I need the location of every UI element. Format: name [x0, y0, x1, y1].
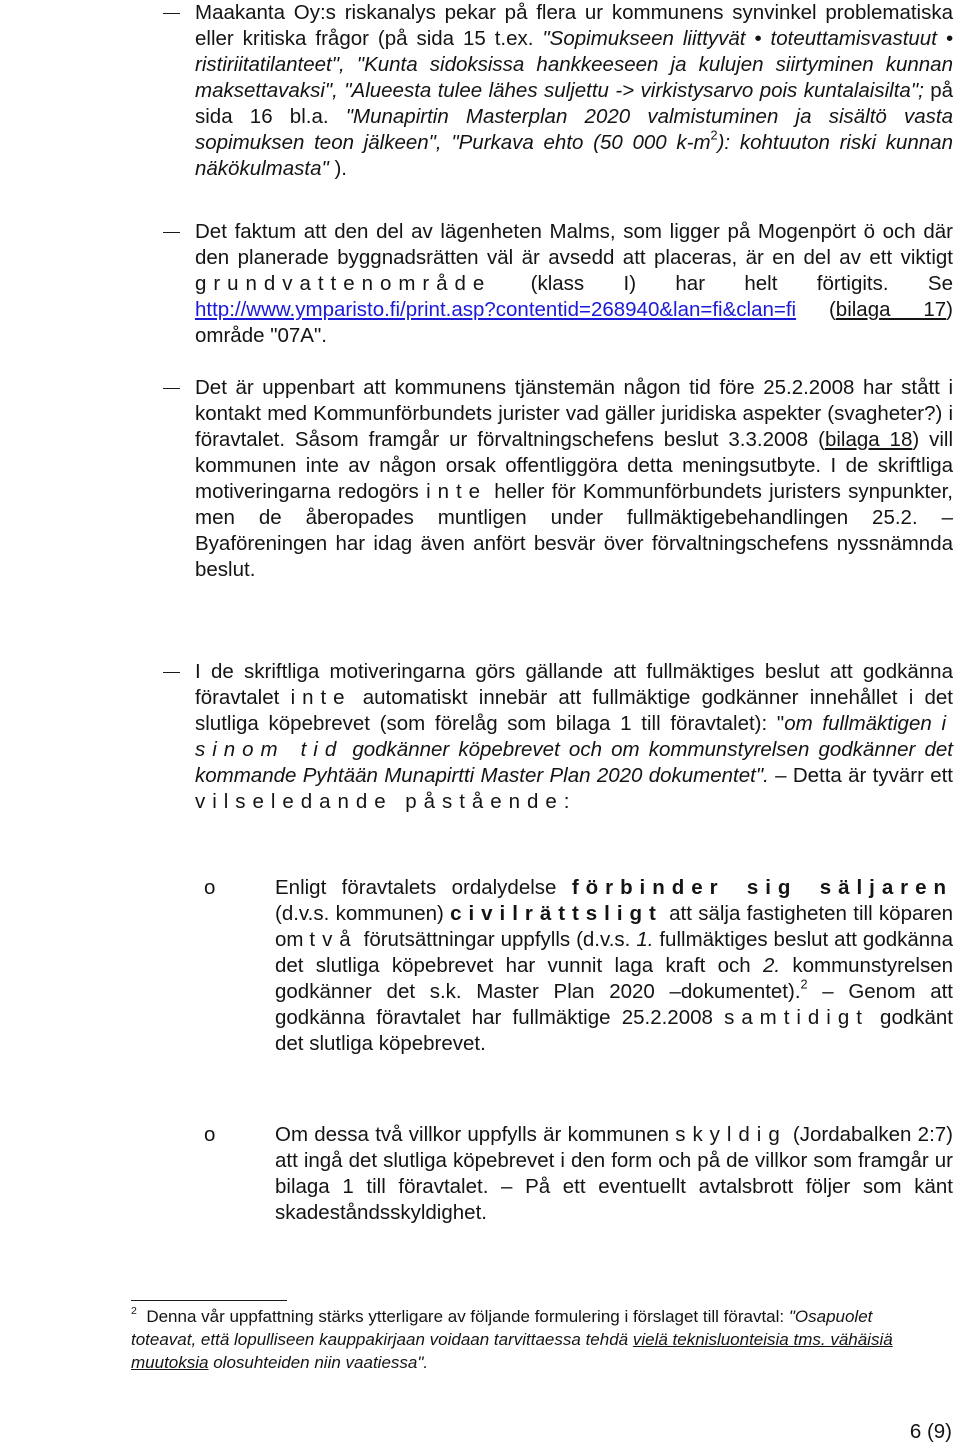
footnote-text [131, 1305, 941, 1374]
circle-bullet: o [204, 876, 216, 899]
dash-bullet [163, 672, 180, 673]
footnote-separator [131, 1300, 287, 1301]
page-number: 6 (9) [909, 1420, 952, 1443]
attachment-reference: bilaga 17 [835, 298, 947, 321]
text-run: Det faktum att den del av lägenheten Malms, som ligger på Mogenpört ö och där den planerade byggnadsrätten väl är avsedd att placeras, är en del av ett viktigt [195, 220, 953, 269]
text-run: fullmäktiges beslut att godkänna det slutliga köpebrevet har vunnit laga kraft och [275, 928, 953, 977]
italic-text: 1. [636, 928, 654, 951]
text-run: heller för Kommunförbundets juristers synpunkter, men de åberopades muntligen under fullmäktigebehandlingen 25.2. – Byaföreningen har idag även anfört besvär över förvaltningschefens nyssnämnda beslut. [195, 480, 953, 581]
italic-text: "Osapuolet toteavat, että lopulliseen kauppakirjaan voidaan tarvittaessa tehdä [131, 1307, 873, 1349]
url-link[interactable]: http://www.ymparisto.fi/print.asp?contentid=268940&lan=fi&clan=fi [195, 298, 797, 321]
text-run: ) område "07A". [195, 298, 953, 347]
paragraph-preliminary-agreement [275, 875, 953, 1057]
dash-bullet [163, 13, 180, 14]
text-run: I de skriftliga motiveringarna görs gällande att fullmäktiges beslut att godkänna föravtalet [195, 660, 953, 709]
italic-text: olosuhteiden niin vaatiessa". [208, 1353, 429, 1372]
footnote-reference: 2 [800, 976, 808, 992]
italic-text: ): kohtuuton riski kunnan näkökulmasta" [195, 131, 953, 180]
spaced-emphasis: två [309, 928, 358, 951]
paragraph-text [195, 219, 953, 349]
text-run: (klass I) har helt förtigits. Se [491, 272, 953, 295]
bold-spaced-emphasis: förbinder sig säljaren [571, 876, 953, 899]
text-run: – Detta är tyvärr ett [768, 764, 953, 787]
paragraph-risk-analysis [195, 0, 953, 182]
italic-text: godkänner köpebrevet och om kommunstyrelsen godkänner det kommande Pyhtään Munapirtti Master Plan 2020 dokumentet". [195, 738, 953, 787]
spaced-emphasis: vilseledande påstående [195, 790, 564, 813]
footnote-body [131, 1307, 893, 1372]
italic-text: om fullmäktigen [784, 712, 942, 735]
attachment-reference: bilaga 18 [824, 428, 913, 451]
italic-text: 2. [762, 954, 781, 977]
paragraph-text [275, 875, 953, 1057]
text-run: (d.v.s. kommunen) [275, 902, 451, 925]
text-run: Denna vår uppfattning stärks ytterligare av följande formulering i förslaget till föravtal: [146, 1307, 789, 1326]
italic-spaced-emphasis: i sinom tid [195, 712, 954, 761]
paragraph-text [195, 375, 953, 583]
spaced-emphasis: samtidigt [724, 1006, 869, 1029]
text-run: – Genom att godkänna föravtalet har fullmäktige 25.2.2008 [275, 980, 953, 1029]
paragraph-text [275, 1122, 953, 1226]
dash-bullet [163, 388, 180, 389]
paragraph-text [195, 659, 953, 815]
text-run: automatiskt innebär att fullmäktige godkänner innehållet i det slutliga köpebrevet (som förelåg som bilaga 1 till föravtalet): " [195, 686, 953, 735]
text-run: ). [328, 157, 347, 180]
footnote-number: 2 [131, 1305, 137, 1318]
paragraph-text [195, 0, 953, 182]
text-run: förutsättningar uppfylls (d.v.s. [357, 928, 637, 951]
spaced-emphasis: inte [426, 480, 488, 503]
text-run: Maakanta Oy:s riskanalys pekar på flera ur kommunens synvinkel problematiska eller kritiska frågor (på sida 15 t.ex. [195, 1, 953, 50]
italic-text: "Munapirtin Masterplan 2020 valmistuminen ja sisältö vasta sopimuksen teon jälkeen", "Purkava ehto (50 000 k-m [195, 105, 953, 154]
footnote-reference: 2 [710, 127, 718, 143]
spaced-emphasis: inte [290, 686, 352, 709]
italic-underlined-text: vielä teknisluonteisia tms. vähäisiä muutoksia [131, 1330, 893, 1372]
footnote [131, 1305, 941, 1374]
text-run: : [563, 790, 570, 813]
spaced-emphasis: grundvattenområde [195, 272, 492, 295]
paragraph-groundwater-area [195, 219, 953, 349]
text-run: på sida 16 bl.a. [195, 79, 954, 128]
text-run: att sälja fastigheten till köparen om [275, 902, 954, 951]
dash-bullet [163, 232, 180, 233]
spaced-emphasis: skyldig [675, 1123, 787, 1146]
italic-text: "Sopimukseen liittyvät • toteuttamisvastuut • ristiriitatilanteet", "Kunta sidoksissa hankkeeseen ja kulujen siirtyminen kunnan maksettavaksi", "Alueesta tulee lähes suljettu -> virkistysarvo pois kuntalaisilta"; [195, 27, 954, 102]
text-run: ) vill kommunen inte av någon orsak offentliggöra detta meningsutbyte. I de skriftliga motiveringarna redogörs [195, 428, 953, 503]
text-run: ( [796, 298, 836, 321]
text-run: godkänt det slutliga köpebrevet. [275, 1006, 953, 1055]
bold-spaced-emphasis: civilrättsligt [450, 902, 663, 925]
text-run: (Jordabalken 2:7) att ingå det slutliga köpebrevet i den form och på de villkor som framgår ur bilaga 1 till föravtalet. – På ett eventuellt avtalsbrott följer som känt skadeståndsskyldighet. [275, 1123, 953, 1224]
paragraph-obligation [275, 1122, 953, 1226]
text-run: Det är uppenbart att kommunens tjänstemän någon tid före 25.2.2008 har stått i kontakt med Kommunförbundets jurister vad gäller juridiska aspekter (svagheter?) i föravtalet. Såsom framgår ur förvaltningschefens beslut 3.3.2008 ( [195, 376, 953, 451]
circle-bullet: o [204, 1123, 216, 1146]
paragraph-municipal-officials [195, 375, 953, 583]
text-run: kommunstyrelsen godkänner det s.k. Master Plan 2020 –dokumentet). [275, 954, 953, 1003]
paragraph-written-motivations [195, 659, 953, 815]
text-run: Om dessa två villkor uppfylls är kommunen [275, 1123, 676, 1146]
text-run: Enligt föravtalets ordalydelse [275, 876, 572, 899]
